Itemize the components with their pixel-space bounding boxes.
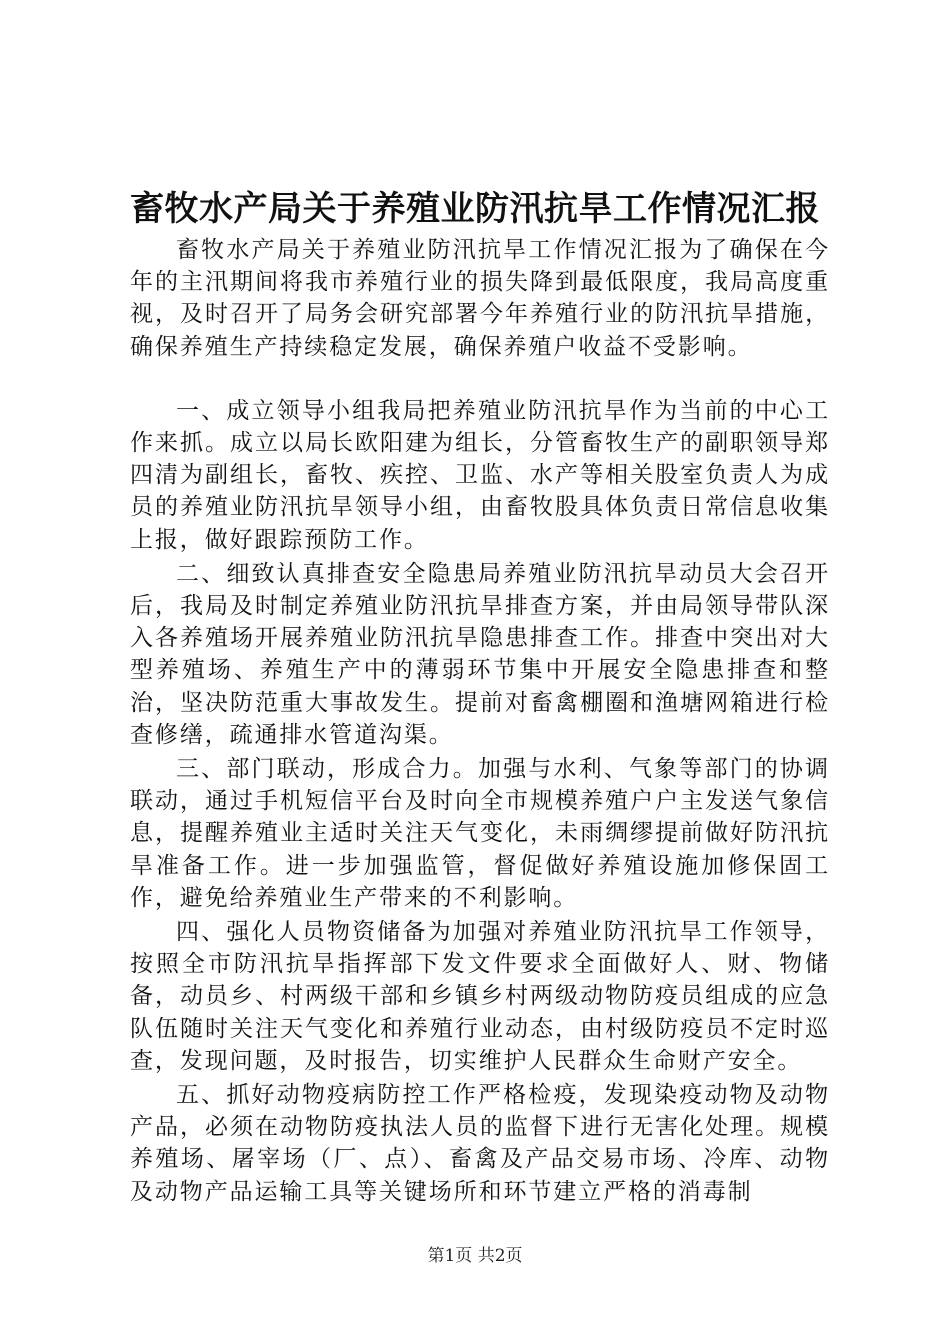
- section-3-paragraph: 三、部门联动，形成合力。加强与水利、气象等部门的协调联动，通过手机短信平台及时向全市规模养殖户户主发送气象信息，提醒养殖业主适时关注天气变化，未雨绸缪提前做好防汛抗旱准备工作。进一步加强监管，督促做好养殖设施加修保固工作，避免给养殖业生产带来的不利影响。: [130, 756, 830, 911]
- section-4-paragraph: 四、强化人员物资储备为加强对养殖业防汛抗旱工作领导，按照全市防汛抗旱指挥部下发文件要求全面做好人、财、物储备，动员乡、村两级干部和乡镇乡村两级动物防疫员组成的应急队伍随时关注天气变化和养殖行业动态，由村级防疫员不定时巡查，发现问题，及时报告，切实维护人民群众生命财产安全。: [130, 919, 830, 1074]
- page-number-footer: 第1页 共2页: [427, 1246, 523, 1266]
- document-title: 畜牧水产局关于养殖业防汛抗旱工作情况汇报: [130, 189, 820, 229]
- section-2-paragraph: 二、细致认真排查安全隐患局养殖业防汛抗旱动员大会召开后，我局及时制定养殖业防汛抗旱排查方案，并由局领导带队深入各养殖场开展养殖业防汛抗旱隐患排查工作。排查中突出对大型养殖场、养殖生产中的薄弱环节集中开展安全隐患排查和整治，坚决防范重大事故发生。提前对畜禽棚圈和渔塘网箱进行检查修缮，疏通排水管道沟渠。: [130, 560, 830, 748]
- intro-paragraph: 畜牧水产局关于养殖业防汛抗旱工作情况汇报为了确保在今年的主汛期间将我市养殖行业的损失降到最低限度，我局高度重视，及时召开了局务会研究部署今年养殖行业的防汛抗旱措施，确保养殖生产持续稳定发展，确保养殖户收益不受影响。: [130, 237, 830, 360]
- section-5-paragraph: 五、抓好动物疫病防控工作严格检疫，发现染疫动物及动物产品，必须在动物防疫执法人员的监督下进行无害化处理。规模养殖场、屠宰场（厂、点）、畜禽及产品交易市场、冷库、动物及动物产品运输工具等关键场所和环节建立严格的消毒制: [130, 1082, 830, 1205]
- document-body: [130, 234, 830, 1208]
- section-1-paragraph: 一、成立领导小组我局把养殖业防汛抗旱作为当前的中心工作来抓。成立以局长欧阳建为组长，分管畜牧生产的副职领导郑四清为副组长，畜牧、疾控、卫监、水产等相关股室负责人为成员的养殖业防汛抗旱领导小组，由畜牧股具体负责日常信息收集上报，做好跟踪预防工作。: [130, 397, 830, 553]
